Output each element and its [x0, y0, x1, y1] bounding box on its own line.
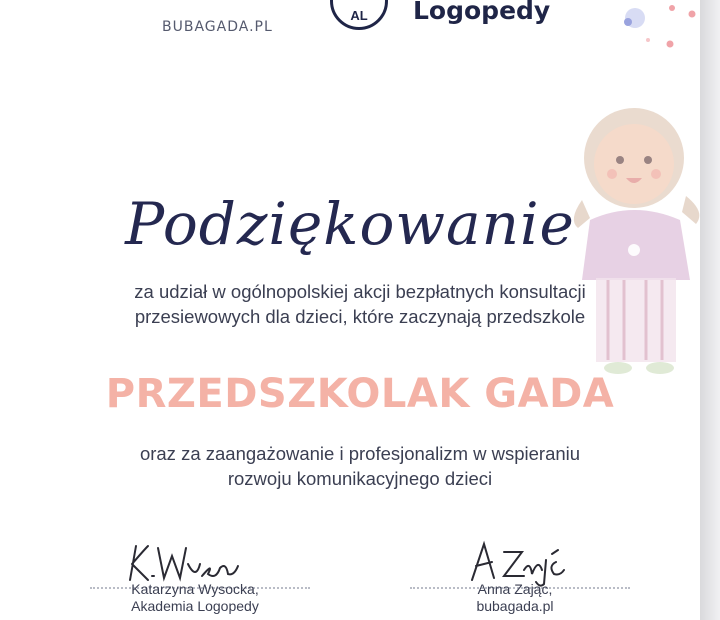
signature-caption: [70, 581, 320, 615]
signature-caption: [390, 581, 640, 615]
smiley-logo-icon: [196, 0, 236, 8]
action-name: PRZEDSZKOLAK GADA: [105, 371, 615, 417]
signer-org: Akademia Logopedy: [131, 598, 259, 614]
closing-text: [0, 441, 700, 491]
al-logo-badge: AL: [350, 8, 368, 23]
al-logo-icon: [330, 0, 388, 30]
bubagada-logo-text: BUBAGADA.PL: [162, 19, 273, 35]
bubagada-logo: [158, 0, 293, 40]
closing-line: rozwoju komunikacyjnego dzieci: [227, 468, 493, 489]
signer-org: bubagada.pl: [476, 598, 554, 614]
certificate-title: Podziękowanie: [125, 190, 575, 258]
signer-name: Katarzyna Wysocka,: [131, 581, 259, 597]
intro-text: [0, 279, 700, 329]
closing-line: oraz za zaangażowanie i profesjonalizm w wspieraniu: [139, 443, 581, 464]
akademia-logopedy-logo: [330, 0, 560, 40]
intro-line: przesiewowych dla dzieci, które zaczynają przedszkole: [134, 306, 586, 327]
page-edge: [700, 0, 720, 620]
intro-line: za udział w ogólnopolskiej akcji bezpłatnych konsultacji: [134, 281, 586, 302]
paint-dots: [600, 0, 700, 60]
signer-name: Anna Zając,: [477, 581, 553, 597]
logopedy-logo-text: Logopedy: [413, 0, 551, 25]
